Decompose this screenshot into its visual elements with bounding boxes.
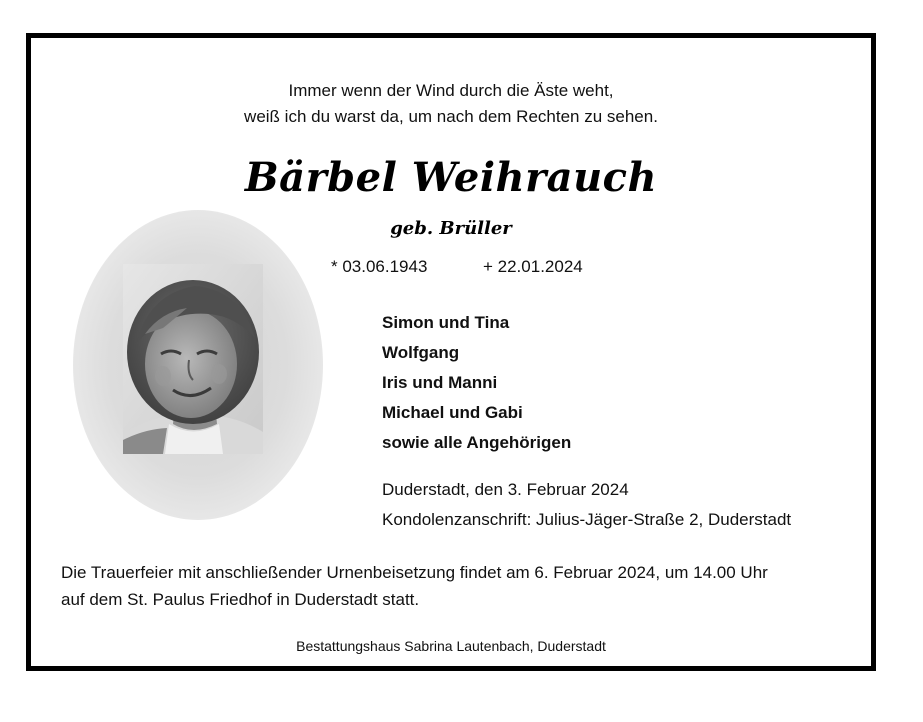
place-and-date: Duderstadt, den 3. Februar 2024 xyxy=(382,480,629,499)
family-member: Wolfgang xyxy=(382,343,460,362)
motto-line-1: Immer wenn der Wind durch die Äste weht, xyxy=(288,81,614,100)
obituary-notice xyxy=(26,33,876,671)
portrait-photo xyxy=(123,264,263,454)
undertaker-name: Bestattungshaus Sabrina Lautenbach, Duderstadt xyxy=(296,638,606,654)
death-date: + 22.01.2024 xyxy=(483,257,583,276)
family-member: Simon und Tina xyxy=(382,313,510,332)
family-member: Michael und Gabi xyxy=(382,403,523,422)
deceased-name: Bärbel Weihrauch xyxy=(244,154,658,201)
family-list xyxy=(382,308,571,458)
birth-date: * 03.06.1943 xyxy=(331,257,428,276)
ceremony-line-1: Die Trauerfeier mit anschließender Urnenbeisetzung findet am 6. Februar 2024, um 14.00 Uhr xyxy=(61,563,768,582)
ceremony-info xyxy=(61,559,768,613)
family-member: Iris und Manni xyxy=(382,373,498,392)
ceremony-line-2: auf dem St. Paulus Friedhof in Duderstadt statt. xyxy=(61,590,420,609)
maiden-name: geb. Brüller xyxy=(390,218,512,239)
motto-line-2: weiß ich du warst da, um nach dem Rechten zu sehen. xyxy=(244,107,658,126)
family-member: sowie alle Angehörigen xyxy=(382,433,572,452)
condolence-address: Kondolenzanschrift: Julius-Jäger-Straße 2, Duderstadt xyxy=(382,510,792,529)
